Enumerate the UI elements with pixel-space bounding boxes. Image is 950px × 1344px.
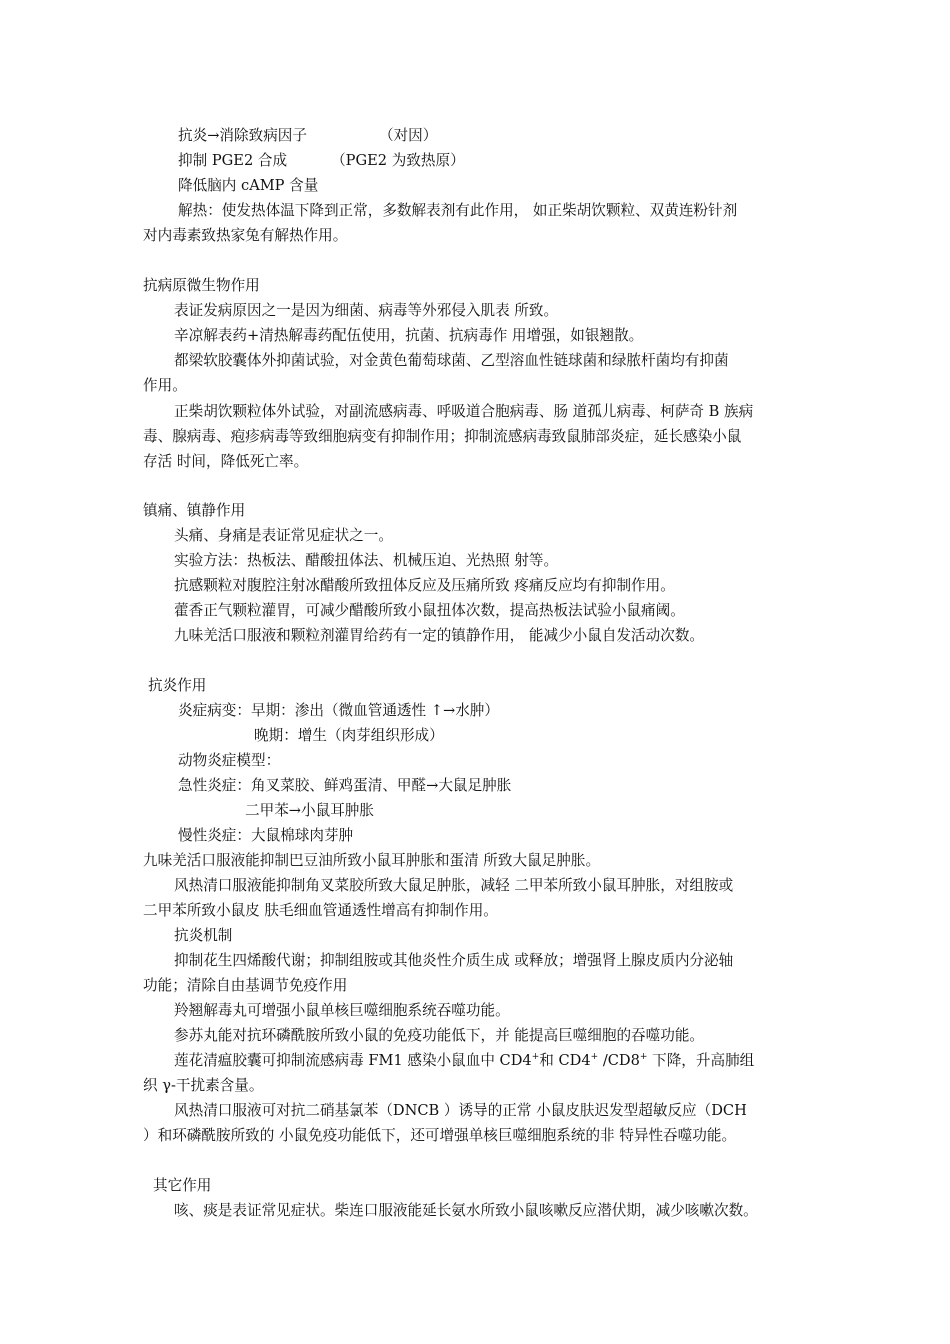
text-line: 风热清口服液能抑制角叉菜胶所致大鼠足肿胀，减轻 二甲苯所致小鼠耳肿胀，对组胺或	[174, 877, 734, 894]
text-line: 头痛、身痛是表证常见症状之一。	[174, 527, 393, 544]
superscript: +	[639, 1052, 648, 1063]
text-line: 功能；清除自由基调节免疫作用	[143, 977, 348, 994]
section-heading: 其它作用	[153, 1177, 212, 1194]
text-line: 羚翘解毒丸可增强小鼠单核巨噬细胞系统吞噬功能。	[174, 1002, 510, 1019]
text-segment: （PGE2 为致热原）	[331, 152, 465, 169]
text-segment: 下降，升高肺组	[647, 1052, 755, 1069]
text-line: 解热：使发热体温下降到正常，多数解表剂有此作用， 如正柴胡饮颗粒、双黄连粉针剂	[178, 202, 738, 219]
text-line	[178, 126, 437, 146]
text-line: 抗炎机制	[174, 927, 233, 944]
text-line: 动物炎症模型：	[178, 752, 281, 769]
text-line: 抑制花生四烯酸代谢；抑制组胺或其他炎性介质生成 或释放；增强肾上腺皮质内分泌轴	[174, 952, 734, 969]
text-line: 作用。	[143, 377, 187, 394]
text-segment: 和 CD4	[539, 1052, 591, 1069]
text-line: 降低脑内 cAMP 含量	[178, 177, 319, 194]
text-segment: 抑制 PGE2 合成	[178, 152, 288, 169]
text-line: 风热清口服液可对抗二硝基氯苯（DNCB ）诱导的正常 小鼠皮肤迟发型超敏反应（DCH	[174, 1102, 747, 1119]
text-line: ）和环磷酰胺所致的 小鼠免疫功能低下，还可增强单核巨噬细胞系统的非 特异性吞噬功能。	[143, 1127, 737, 1144]
text-line: 都梁软胶囊体外抑菌试验，对金黄色葡萄球菌、乙型溶血性链球菌和绿脓杆菌均有抑菌	[174, 352, 729, 369]
section-heading: 抗炎作用	[148, 677, 207, 694]
text-line: 藿香正气颗粒灌胃，可减少醋酸所致小鼠扭体次数，提高热板法试验小鼠痛阈。	[174, 602, 685, 619]
text-segment: 抗炎→消除致病因子	[178, 127, 307, 144]
text-line: 织 γ-干扰素含量。	[143, 1077, 264, 1094]
text-line: 参苏丸能对抗环磷酰胺所致小鼠的免疫功能低下，并 能提高巨噬细胞的吞噬功能。	[174, 1027, 705, 1044]
text-line: 抗感颗粒对腹腔注射冰醋酸所致扭体反应及压痛所致 疼痛反应均有抑制作用。	[174, 577, 675, 594]
text-line: 急性炎症：角叉菜胶、鲜鸡蛋清、甲醛→大鼠足肿胀	[178, 777, 512, 794]
text-line: 存活 时间，降低死亡率。	[143, 453, 309, 470]
text-line: 二甲苯→小鼠耳肿胀	[245, 802, 374, 819]
section-heading: 镇痛、镇静作用	[143, 502, 246, 519]
text-line: 实验方法：热板法、醋酸扭体法、机械压迫、光热照 射等。	[174, 552, 559, 569]
section-heading: 抗病原微生物作用	[143, 277, 260, 294]
text-line	[174, 1051, 754, 1071]
text-line: 九味羌活口服液和颗粒剂灌胃给药有一定的镇静作用， 能减少小鼠自发活动次数。	[174, 627, 705, 644]
text-line: 二甲苯所致小鼠皮 肤毛细血管通透性增高有抑制作用。	[143, 902, 498, 919]
text-segment: 莲花清瘟胶囊可抑制流感病毒 FM1 感染小鼠血中 CD4	[174, 1052, 532, 1069]
text-line: 正柴胡饮颗粒体外试验，对副流感病毒、呼吸道合胞病毒、肠 道孤儿病毒、柯萨奇 B 族病	[174, 403, 754, 420]
text-line: 晚期：增生（肉芽组织形成）	[254, 727, 444, 744]
text-segment: /CD8	[598, 1052, 640, 1069]
superscript: +	[531, 1052, 540, 1063]
text-line: 对内毒素致热家兔有解热作用。	[143, 227, 348, 244]
text-line: 咳、痰是表证常见症状。柴连口服液能延长氨水所致小鼠咳嗽反应潜伏期，减少咳嗽次数。	[174, 1202, 758, 1219]
text-line: 炎症病变：早期：渗出（微血管通透性 ↑→水肿）	[178, 702, 499, 719]
text-line: 慢性炎症：大鼠棉球肉芽肿	[178, 827, 354, 844]
text-line: 毒、腺病毒、疱疹病毒等致细胞病变有抑制作用；抑制流感病毒致鼠肺部炎症，延长感染小鼠	[143, 428, 742, 445]
superscript: +	[590, 1052, 599, 1063]
text-line	[178, 151, 465, 171]
text-segment: （对因）	[378, 127, 438, 144]
text-line: 辛凉解表药+清热解毒药配伍使用，抗菌、抗病毒作 用增强，如银翘散。	[174, 327, 644, 344]
text-line: 九味羌活口服液能抑制巴豆油所致小鼠耳肿胀和蛋清 所致大鼠足肿胀。	[143, 852, 601, 869]
text-line: 表证发病原因之一是因为细菌、病毒等外邪侵入肌表 所致。	[174, 302, 559, 319]
